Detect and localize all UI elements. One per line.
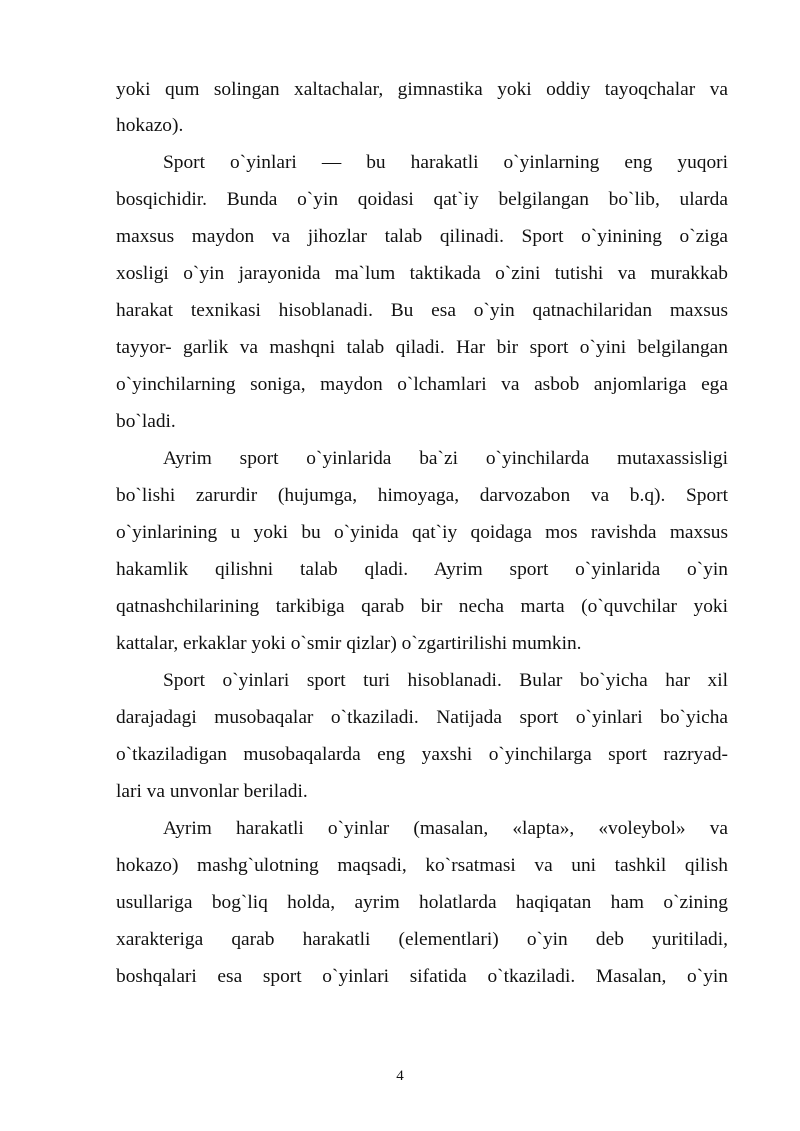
text-line: tayyor- garlik va mashqni talab qiladi. Har bir sport o`yini belgilangan	[116, 337, 728, 358]
text-line: kattalar, erkaklar yoki o`smir qizlar) o`zgartirilishi mumkin.	[116, 633, 582, 654]
text-line: hokazo).	[116, 115, 184, 136]
text-line: usullariga bog`liq holda, ayrim holatlarda haqiqatan ham o`zining	[116, 892, 728, 913]
text-line: darajadagi musobaqalar o`tkaziladi. Natijada sport o`yinlari bo`yicha	[116, 707, 728, 728]
text-line: qatnashchilarining tarkibiga qarab bir necha marta (o`quvchilar yoki	[116, 596, 728, 617]
text-line: lari va unvonlar beriladi.	[116, 781, 308, 802]
text-line: bo`ladi.	[116, 411, 176, 432]
paragraph-first-line: Sport o`yinlari — bu harakatli o`yinlarning eng yuqori	[163, 152, 728, 173]
paragraph-first-line: Sport o`yinlari sport turi hisoblanadi. Bular bo`yicha har xil	[163, 670, 728, 691]
text-line: o`yinlarining u yoki bu o`yinida qat`iy qoidaga mos ravishda maxsus	[116, 522, 728, 543]
text-line: o`yinchilarning soniga, maydon o`lchamlari va asbob anjomlariga ega	[116, 374, 728, 395]
text-line: xarakteriga qarab harakatli (elementlari) o`yin deb yuritiladi,	[116, 929, 728, 950]
page-number: 4	[396, 1068, 404, 1084]
text-line: hakamlik qilishni talab qladi. Ayrim sport o`yinlarida o`yin	[116, 559, 728, 580]
text-line: yoki qum solingan xaltachalar, gimnastika yoki oddiy tayoqchalar va	[116, 79, 728, 100]
paragraph-first-line: Ayrim harakatli o`yinlar (masalan, «lapta», «voleybol» va	[163, 818, 728, 839]
text-line: hokazo) mashg`ulotning maqsadi, ko`rsatmasi va uni tashkil qilish	[116, 855, 728, 876]
text-line: maxsus maydon va jihozlar talab qilinadi. Sport o`yinining o`ziga	[116, 226, 728, 247]
text-line: harakat texnikasi hisoblanadi. Bu esa o`yin qatnachilaridan maxsus	[116, 300, 728, 321]
text-line: xosligi o`yin jarayonida ma`lum taktikada o`zini tutishi va murakkab	[116, 263, 728, 284]
text-line: boshqalari esa sport o`yinlari sifatida o`tkaziladi. Masalan, o`yin	[116, 966, 728, 987]
text-line: o`tkaziladigan musobaqalarda eng yaxshi o`yinchilarga sport razryad-	[116, 744, 728, 765]
paragraph-first-line: Ayrim sport o`yinlarida ba`zi o`yinchilarda mutaxassisligi	[163, 448, 728, 469]
text-line: bo`lishi zarurdir (hujumga, himoyaga, darvozabon va b.q). Sport	[116, 485, 728, 506]
text-line: bosqichidir. Bunda o`yin qoidasi qat`iy belgilangan bo`lib, ularda	[116, 189, 728, 210]
